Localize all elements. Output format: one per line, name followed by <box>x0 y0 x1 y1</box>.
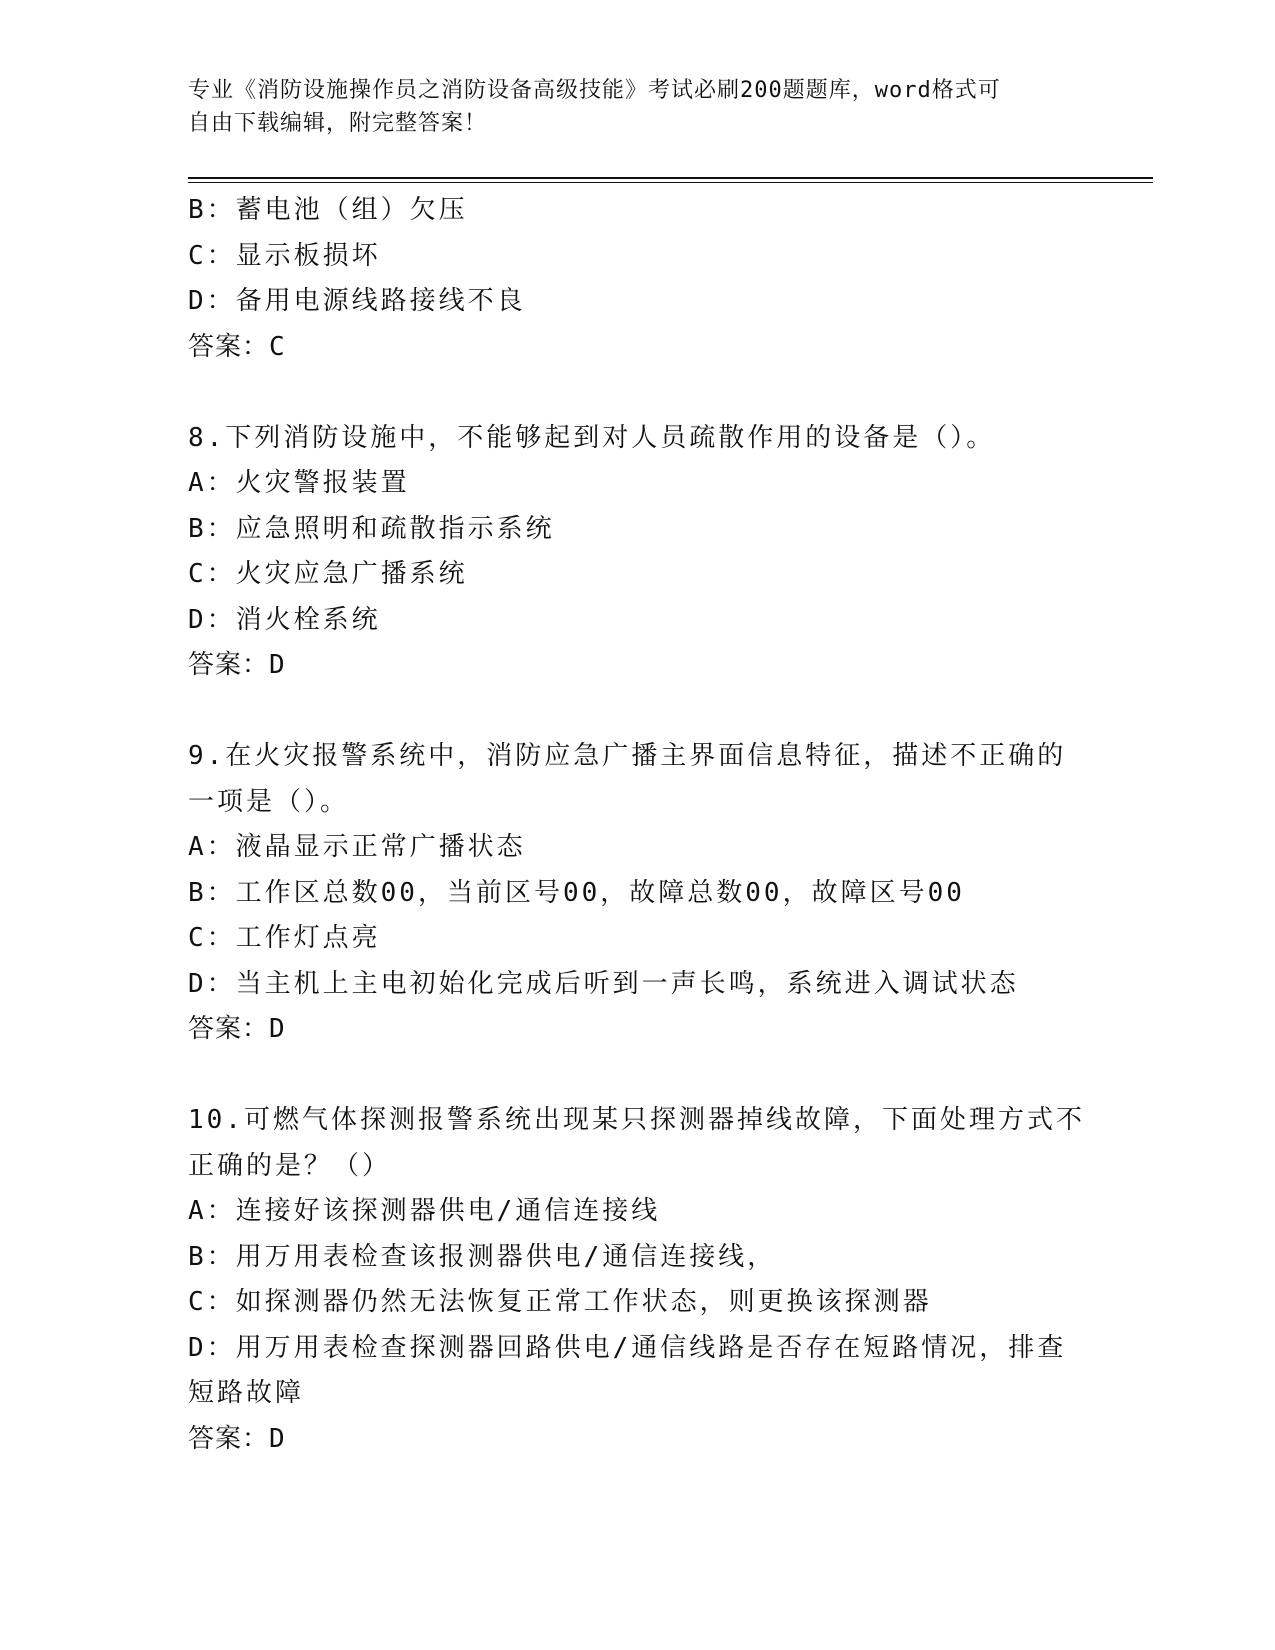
question-text-line-1: 10.可燃气体探测报警系统出现某只探测器掉线故障，下面处理方式不 <box>188 1105 1085 1135</box>
option-b: B：工作区总数00，当前区号00，故障总数00，故障区号00 <box>188 877 965 908</box>
spacer <box>188 370 1088 416</box>
answer: 答案：D <box>188 1014 286 1044</box>
answer: 答案：C <box>188 331 286 362</box>
option-d-line-1: D：用万用表检查探测器回路供电/通信线路是否存在短路情况，排查 <box>188 1332 1067 1363</box>
answer: 答案：D <box>188 1423 286 1454</box>
spacer <box>188 1053 1088 1099</box>
header-line-2: 自由下载编辑，附完整答案！ <box>188 111 488 136</box>
header-divider-thick <box>188 177 1153 179</box>
document-header <box>188 74 1068 140</box>
question-text-line-1: 9.在火灾报警系统中，消防应急广播主界面信息特征，描述不正确的 <box>188 741 1067 771</box>
question-text-line-2: 一项是（）。 <box>188 786 350 817</box>
option-b: B：应急照明和疏散指示系统 <box>188 513 555 544</box>
option-d: D：消火栓系统 <box>188 604 381 635</box>
option-a: A：液晶显示正常广播状态 <box>188 832 526 862</box>
option-c: C：显示板损坏 <box>188 240 381 271</box>
question-text: 8.下列消防设施中，不能够起到对人员疏散作用的设备是（）。 <box>188 422 996 453</box>
question-8 <box>188 416 1088 689</box>
option-c: C：如探测器仍然无法恢复正常工作状态，则更换该探测器 <box>188 1287 932 1317</box>
spacer <box>188 689 1088 735</box>
option-d: D：当主机上主电初始化完成后听到一声长鸣，系统进入调试状态 <box>188 968 1019 999</box>
option-c: C：火灾应急广播系统 <box>188 559 468 589</box>
header-divider-thin <box>188 182 1153 183</box>
option-b: B：用万用表检查该报测器供电/通信连接线， <box>188 1241 777 1272</box>
option-d: D：备用电源线路接线不良 <box>188 286 526 316</box>
answer: 答案：D <box>188 650 286 680</box>
question-text-line-2: 正确的是？（） <box>188 1150 392 1181</box>
option-a: A：火灾警报装置 <box>188 468 410 498</box>
question-list <box>188 188 1088 1462</box>
option-b: B：蓄电池（组）欠压 <box>188 195 468 225</box>
question-9 <box>188 734 1088 1053</box>
option-c: C：工作灯点亮 <box>188 923 381 953</box>
question-10 <box>188 1098 1088 1462</box>
option-d-line-2: 短路故障 <box>188 1378 305 1408</box>
option-a: A：连接好该探测器供电/通信连接线 <box>188 1196 661 1226</box>
question-7-tail <box>188 188 1088 370</box>
header-line-1: 专业《消防设施操作员之消防设备高级技能》考试必刷200题题库，word格式可 <box>188 78 1001 103</box>
